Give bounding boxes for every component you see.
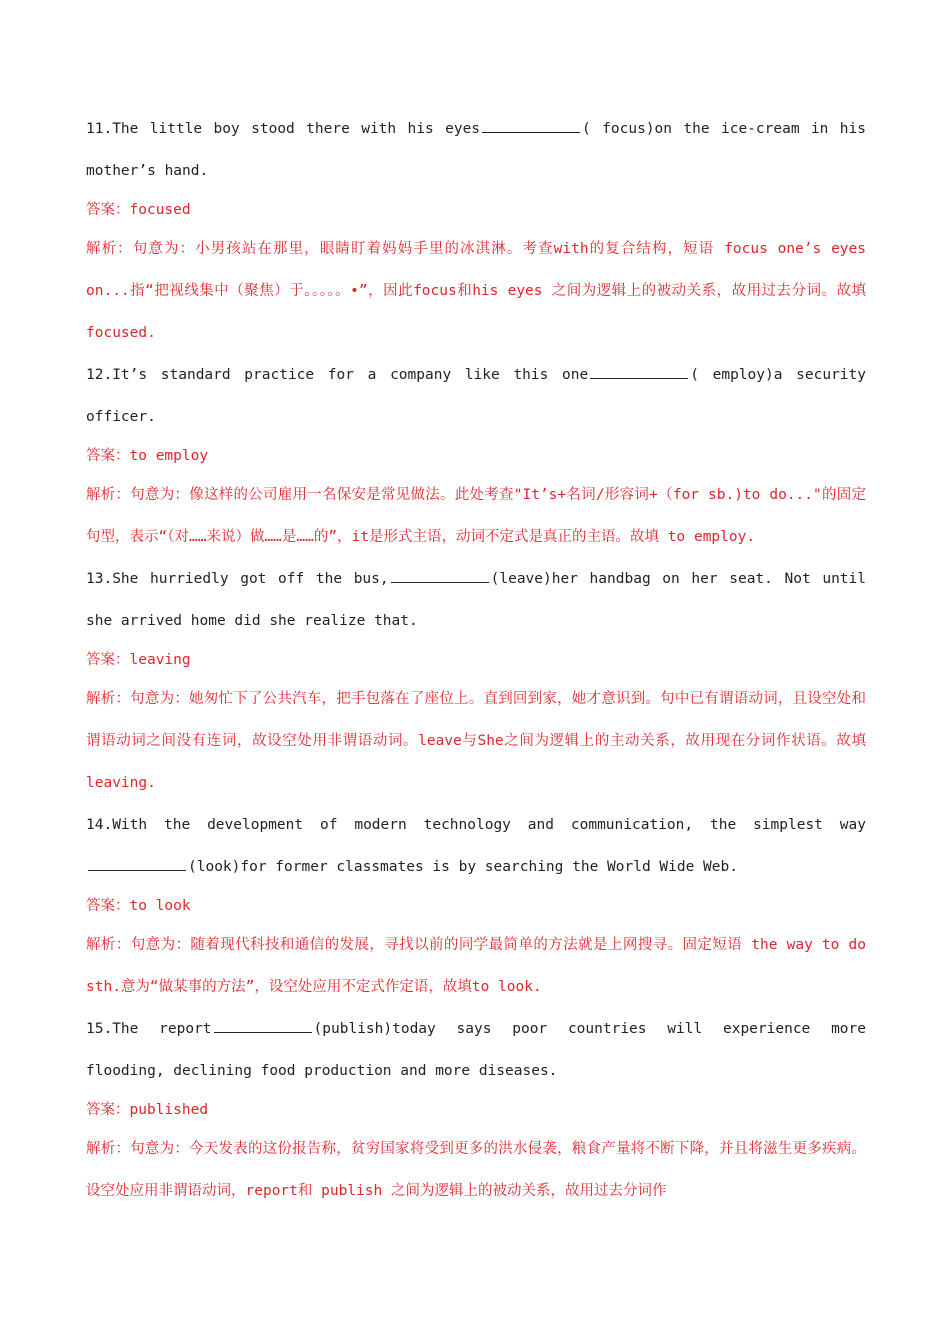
explanation-label: 解析： [86, 487, 131, 503]
question-after-blank: ( focus)on the ice-cream in his mother’s hand. [86, 121, 866, 179]
question-before-blank: 15.The report [86, 1021, 212, 1037]
explanation [86, 228, 866, 354]
answer-line [86, 888, 866, 924]
question-before-blank: 14.With the development of modern technology and communication, the simplest way [86, 817, 866, 833]
answer-label: 答案： [86, 652, 130, 668]
explanation [86, 678, 866, 804]
explanation-text: 句意为：她匆忙下了公共汽车，把手包落在了座位上。直到回到家，她才意识到。句中已有谓语动词，且设空处和谓语动词之间没有连词，故设空处用非谓语动词。leave与She之间为逻辑上的主动关系，故用现在分词作状语。故填 leaving. [86, 691, 867, 791]
explanation-label: 解析： [86, 691, 131, 707]
question-text [86, 558, 866, 642]
answer-value: published [129, 1102, 209, 1118]
question-before-blank: 12.It’s standard practice for a company like this one [86, 367, 589, 383]
answer-label: 答案： [86, 1102, 130, 1118]
answer-value: to look [129, 898, 191, 914]
answer-value: leaving [129, 652, 191, 668]
question-before-blank: 13.She hurriedly got off the bus, [86, 571, 389, 587]
answer-blank [214, 1018, 312, 1033]
answer-blank [88, 856, 186, 871]
explanation-text: 句意为：小男孩站在那里，眼睛盯着妈妈手里的冰淇淋。考查with的复合结构，短语 focus one’s eyes on...指“把视线集中（聚焦）于。。。。。•”，因此focus和his eyes 之间为逻辑上的被动关系，故用过去分词。故填focused. [86, 241, 866, 341]
question-item-13 [86, 558, 866, 804]
answer-value: to employ [129, 448, 209, 464]
explanation [86, 1128, 866, 1212]
answer-label: 答案： [86, 202, 130, 218]
answer-line [86, 192, 866, 228]
question-item-15 [86, 1008, 866, 1212]
answer-blank [590, 364, 688, 379]
answer-label: 答案： [86, 898, 130, 914]
answer-blank [482, 118, 580, 133]
explanation-label: 解析： [86, 241, 133, 257]
explanation-label: 解析： [86, 937, 131, 953]
question-text [86, 804, 866, 888]
answer-line [86, 642, 866, 678]
explanation-text: 句意为：今天发表的这份报告称，贫穷国家将受到更多的洪水侵袭，粮食产量将不断下降，并且将滋生更多疾病。设空处应用非谓语动词，report和 publish 之间为逻辑上的被动关系，故用过去分词作 [86, 1141, 867, 1199]
question-text [86, 108, 866, 192]
question-after-blank: ( employ)a security officer. [86, 367, 866, 425]
explanation-text: 句意为：随着现代科技和通信的发展，寻找以前的同学最简单的方法就是上网搜寻。固定短语 the way to do sth.意为“做某事的方法”，设空处应用不定式作定语，故填to look. [86, 937, 867, 995]
explanation [86, 924, 866, 1008]
question-after-blank: (leave)her handbag on her seat. Not until she arrived home did she realize that. [86, 571, 866, 629]
question-after-blank: (look)for former classmates is by searching the World Wide Web. [188, 859, 738, 875]
answer-line [86, 438, 866, 474]
explanation [86, 474, 866, 558]
question-after-blank: (publish)today says poor countries will experience more flooding, declining food production and more diseases. [86, 1021, 866, 1079]
question-text [86, 354, 866, 438]
question-item-14 [86, 804, 866, 1008]
answer-label: 答案： [86, 448, 130, 464]
answer-value: focused [129, 202, 191, 218]
answer-blank [391, 568, 489, 583]
exercise-page [86, 108, 866, 1212]
question-text [86, 1008, 866, 1092]
question-item-12 [86, 354, 866, 558]
question-item-11 [86, 108, 866, 354]
explanation-text: 句意为：像这样的公司雇用一名保安是常见做法。此处考查"It’s+名词/形容词+（for sb.)to do..."的固定句型，表示“（对……来说）做……是……的”，it是形式主语，动词不定式是真正的主语。故填 to employ. [86, 487, 866, 545]
answer-line [86, 1092, 866, 1128]
explanation-label: 解析： [86, 1141, 131, 1157]
question-before-blank: 11.The little boy stood there with his eyes [86, 121, 481, 137]
